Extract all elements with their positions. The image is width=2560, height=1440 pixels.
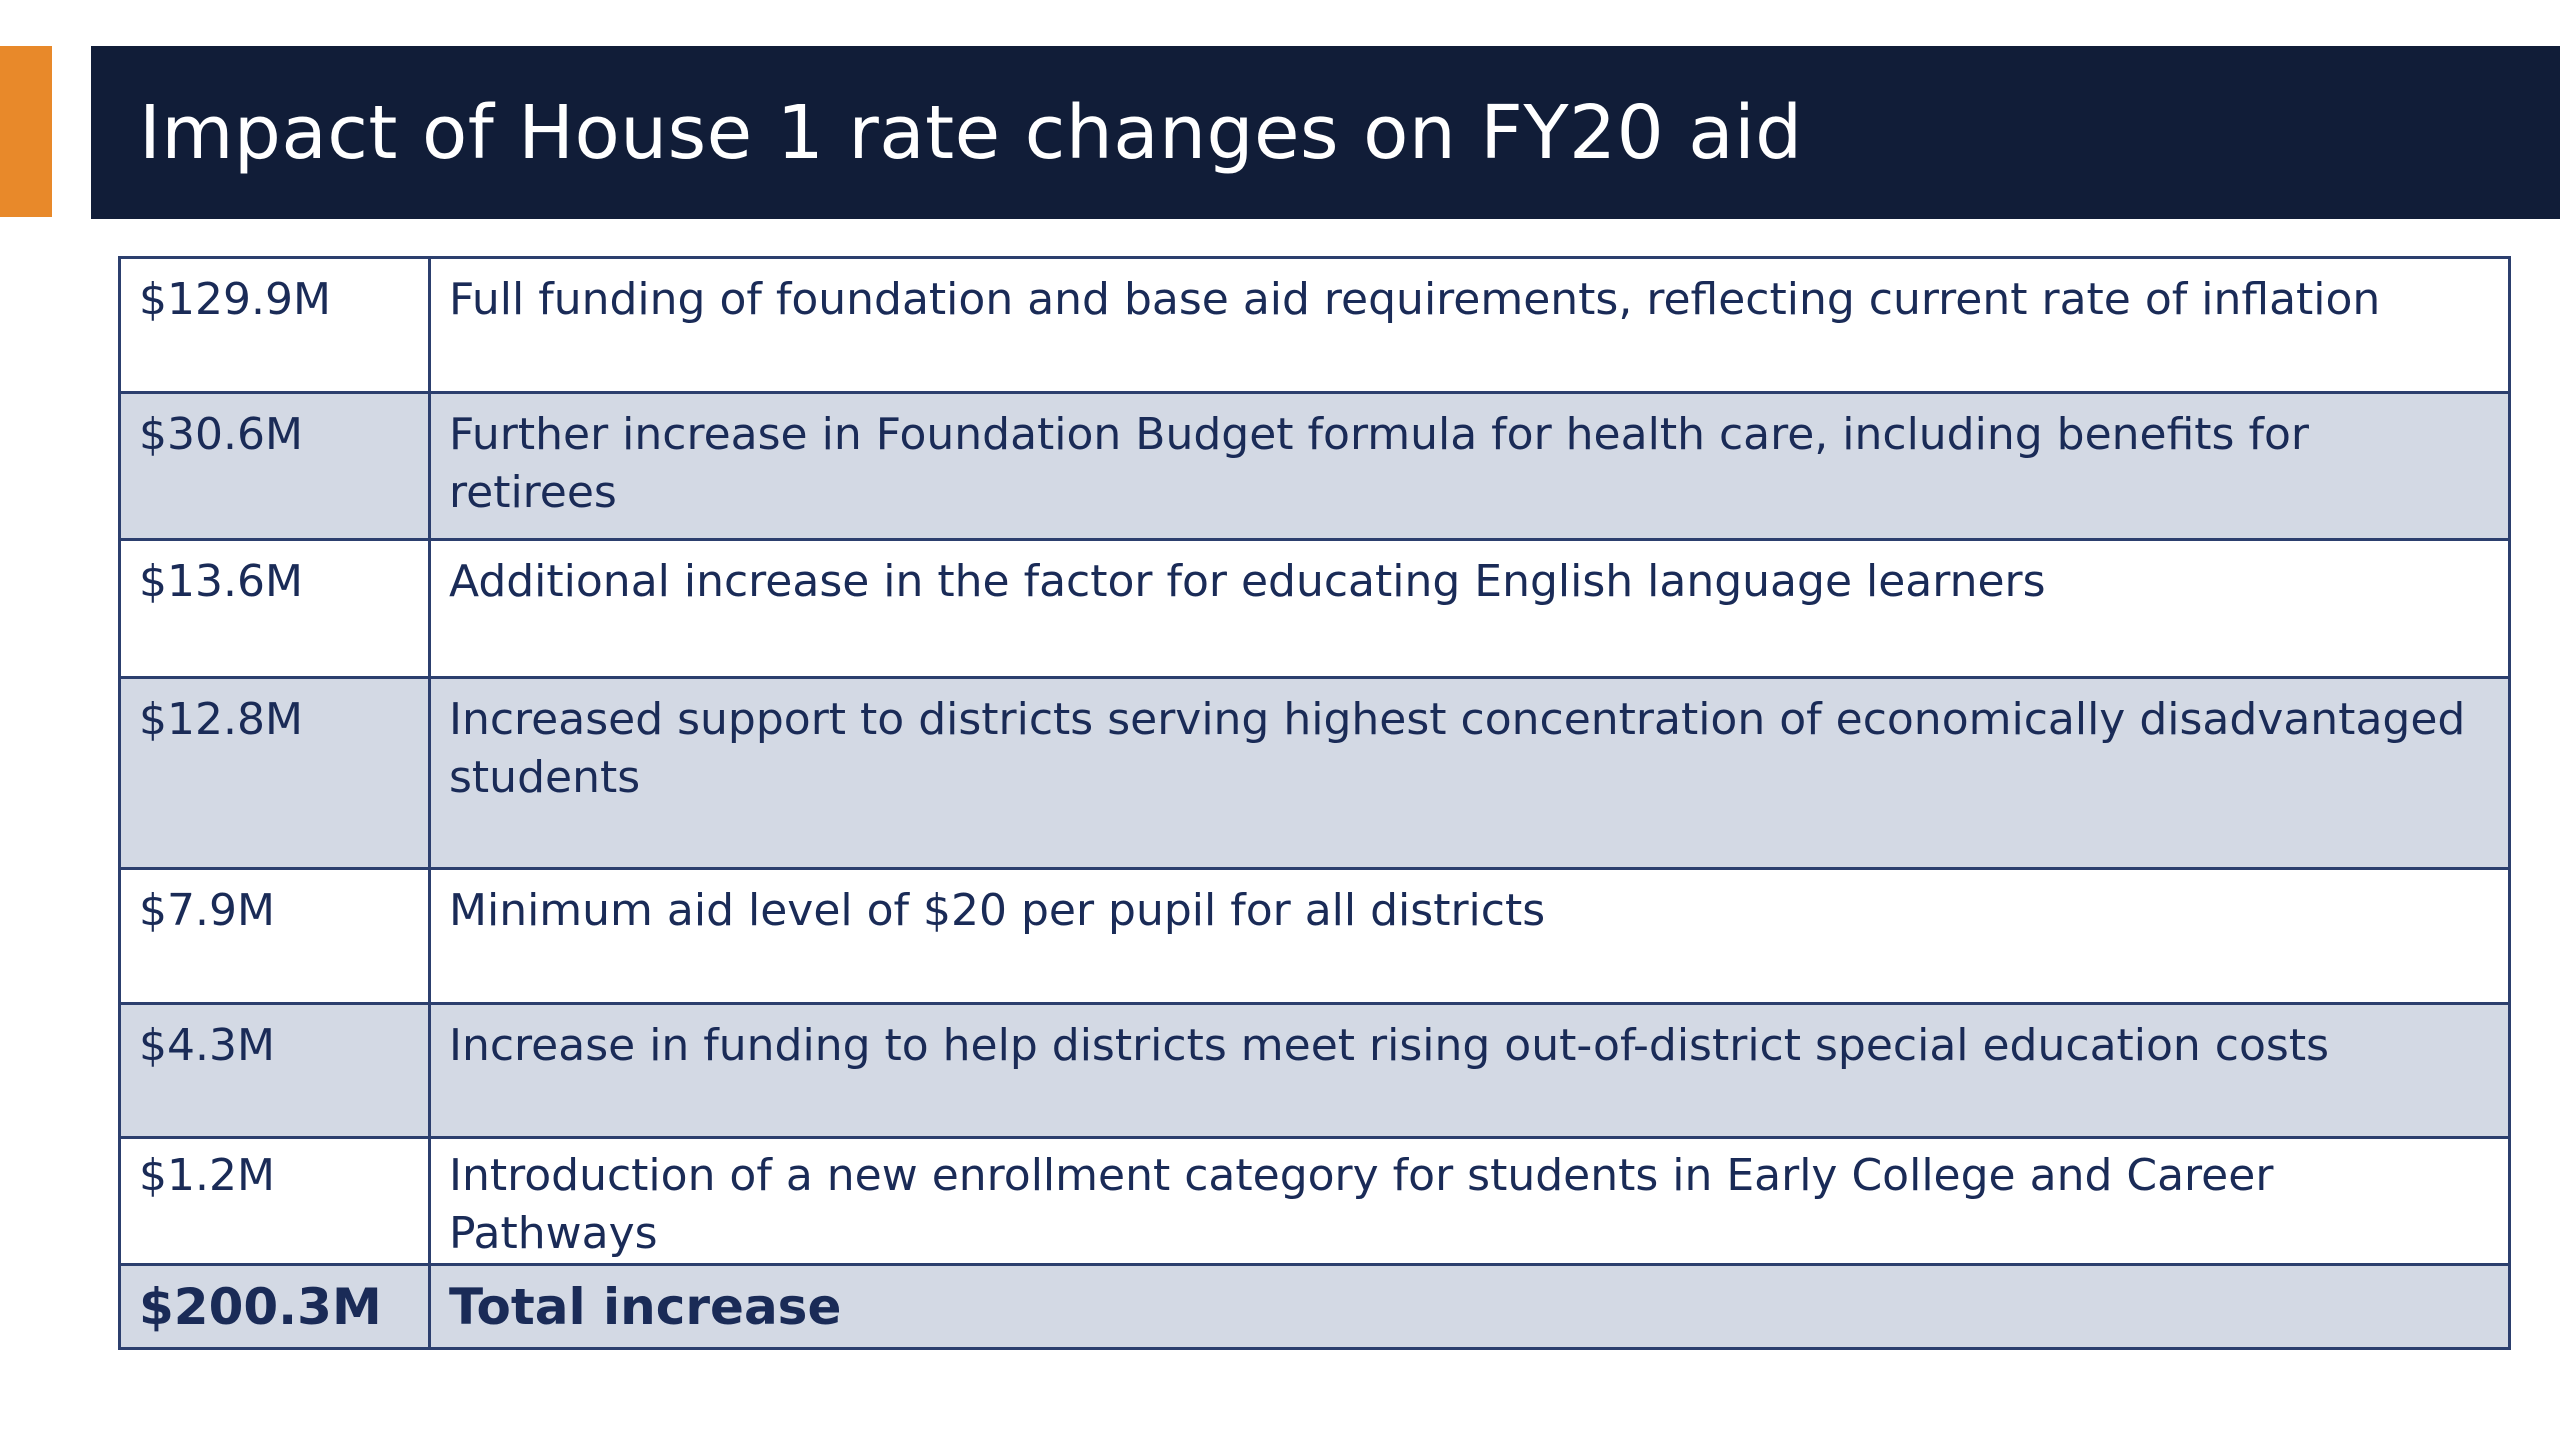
description-cell: Further increase in Foundation Budget formula for health care, including benefits for retirees	[430, 393, 2510, 540]
total-amount-cell: $200.3M	[120, 1265, 430, 1349]
accent-bar	[0, 46, 52, 217]
amount-cell: $7.9M	[120, 869, 430, 1004]
table-row	[120, 258, 2510, 393]
table-row	[120, 540, 2510, 678]
table-row	[120, 393, 2510, 540]
slide-title: Impact of House 1 rate changes on FY20 aid	[139, 89, 1803, 176]
table-row	[120, 678, 2510, 869]
amount-cell: $4.3M	[120, 1004, 430, 1138]
description-cell: Introduction of a new enrollment category for students in Early College and Career Pathways	[430, 1138, 2510, 1265]
title-band	[91, 46, 2560, 219]
description-cell: Increase in funding to help districts meet rising out-of-district special education costs	[430, 1004, 2510, 1138]
table-row	[120, 869, 2510, 1004]
table-row	[120, 1138, 2510, 1265]
description-cell: Additional increase in the factor for educating English language learners	[430, 540, 2510, 678]
table-row	[120, 1004, 2510, 1138]
total-row	[120, 1265, 2510, 1349]
aid-impact-table	[118, 256, 2511, 1350]
description-cell: Increased support to districts serving highest concentration of economically disadvantaged students	[430, 678, 2510, 869]
description-cell: Full funding of foundation and base aid requirements, reflecting current rate of inflation	[430, 258, 2510, 393]
amount-cell: $129.9M	[120, 258, 430, 393]
total-description-cell: Total increase	[430, 1265, 2510, 1349]
amount-cell: $30.6M	[120, 393, 430, 540]
amount-cell: $13.6M	[120, 540, 430, 678]
amount-cell: $12.8M	[120, 678, 430, 869]
description-cell: Minimum aid level of $20 per pupil for all districts	[430, 869, 2510, 1004]
aid-impact-table-container	[118, 256, 2508, 1350]
amount-cell: $1.2M	[120, 1138, 430, 1265]
